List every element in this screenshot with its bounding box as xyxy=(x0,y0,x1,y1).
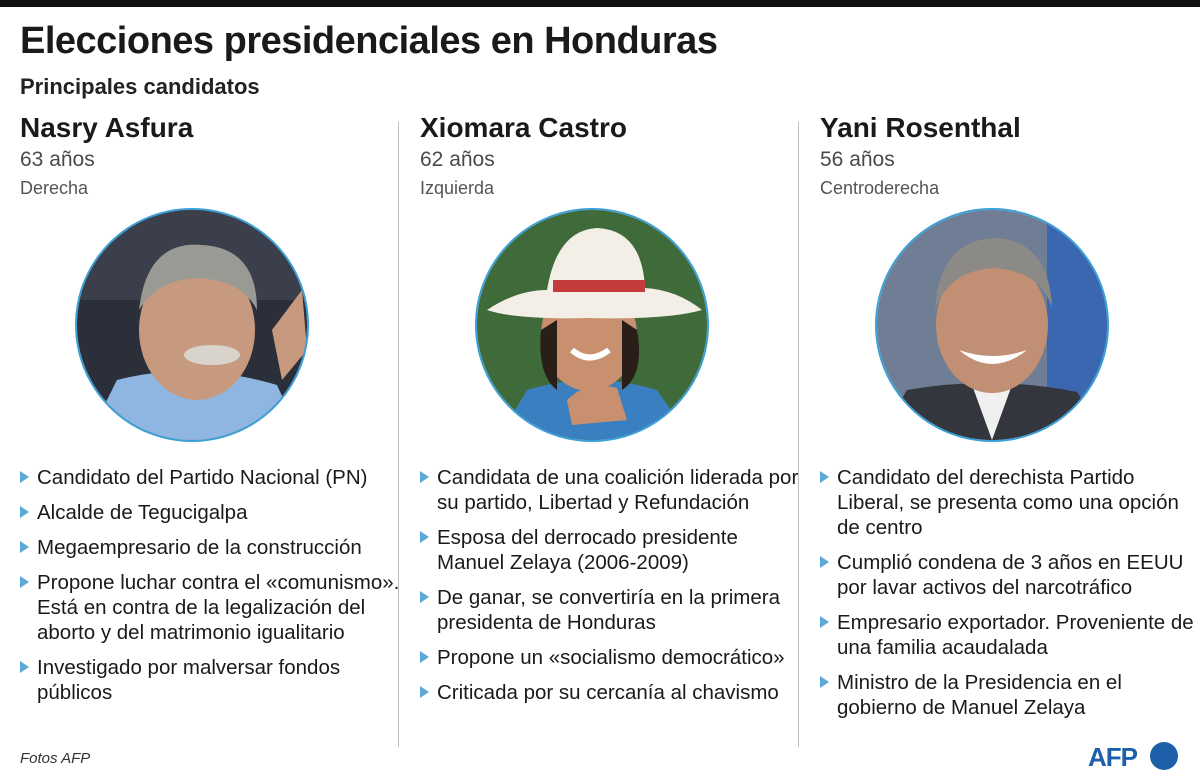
candidate-ideology: Izquierda xyxy=(420,178,495,198)
fact-text: Cumplió condena de 3 años en EEUU por lavar activos del narcotráfico xyxy=(837,551,1184,599)
candidate-portrait xyxy=(475,208,709,442)
list-item xyxy=(420,680,800,705)
fact-text: Propone luchar contra el «comunismo». Está en contra de la legalización del aborto y del matrimonio igualitario xyxy=(37,571,400,644)
candidate-card-castro xyxy=(420,110,800,750)
fact-text: Candidato del Partido Nacional (PN) xyxy=(37,466,368,489)
list-item xyxy=(20,535,400,560)
list-item xyxy=(20,500,400,525)
fact-text: Candidato del derechista Partido Liberal, se presenta como una opción de centro xyxy=(837,466,1179,539)
afp-logo-text: AFP xyxy=(1088,742,1137,772)
fact-text: Investigado por malversar fondos públicos xyxy=(37,656,341,704)
fact-text: Candidata de una coalición liderada por su partido, Libertad y Refundación xyxy=(437,466,799,514)
list-item xyxy=(20,655,400,705)
page-subtitle: Principales candidatos xyxy=(20,74,260,99)
bullet-triangle-icon xyxy=(20,576,29,588)
list-item xyxy=(820,670,1200,720)
bullet-triangle-icon xyxy=(820,616,829,628)
candidate-name: Xiomara Castro xyxy=(420,112,627,143)
top-rule xyxy=(0,0,1200,7)
list-item xyxy=(820,550,1200,600)
facts-list xyxy=(420,465,800,715)
bullet-triangle-icon xyxy=(820,556,829,568)
fact-text: Criticada por su cercanía al chavismo xyxy=(437,681,779,704)
afp-logo-dot-icon xyxy=(1150,742,1178,770)
candidate-ideology: Derecha xyxy=(20,178,89,198)
afp-logo xyxy=(1088,740,1180,772)
candidate-age: 63 años xyxy=(20,148,95,171)
list-item xyxy=(420,525,800,575)
fact-text: De ganar, se convertiría en la primera presidenta de Honduras xyxy=(437,586,780,634)
fact-text: Empresario exportador. Proveniente de una familia acaudalada xyxy=(837,611,1194,659)
facts-list xyxy=(820,465,1200,730)
candidate-age: 56 años xyxy=(820,148,895,171)
candidate-card-rosenthal xyxy=(820,110,1200,750)
bullet-triangle-icon xyxy=(420,651,429,663)
candidate-card-asfura xyxy=(20,110,400,750)
candidate-name: Nasry Asfura xyxy=(20,112,194,143)
bullet-triangle-icon xyxy=(820,471,829,483)
candidate-ideology: Centroderecha xyxy=(820,178,940,198)
page-title: Elecciones presidenciales en Honduras xyxy=(20,20,718,62)
facts-list xyxy=(20,465,400,715)
bullet-triangle-icon xyxy=(420,591,429,603)
bullet-triangle-icon xyxy=(420,686,429,698)
candidate-portrait xyxy=(75,208,309,442)
bullet-triangle-icon xyxy=(20,541,29,553)
fact-text: Propone un «socialismo democrático» xyxy=(437,646,785,669)
bullet-triangle-icon xyxy=(420,471,429,483)
fact-text: Ministro de la Presidencia en el gobierno de Manuel Zelaya xyxy=(837,671,1122,719)
bullet-triangle-icon xyxy=(420,531,429,543)
fact-text: Alcalde de Tegucigalpa xyxy=(37,501,248,524)
list-item xyxy=(820,465,1200,540)
list-item xyxy=(820,610,1200,660)
list-item xyxy=(420,645,800,670)
candidate-name: Yani Rosenthal xyxy=(820,112,1021,143)
portrait-illustration xyxy=(77,210,307,440)
bullet-triangle-icon xyxy=(20,471,29,483)
list-item xyxy=(420,465,800,515)
portrait-illustration xyxy=(477,210,707,440)
candidate-age: 62 años xyxy=(420,148,495,171)
fact-text: Megaempresario de la construcción xyxy=(37,536,362,559)
list-item xyxy=(20,465,400,490)
fact-text: Esposa del derrocado presidente Manuel Zelaya (2006-2009) xyxy=(437,526,738,574)
portrait-illustration xyxy=(877,210,1107,440)
candidate-portrait xyxy=(875,208,1109,442)
photo-credit: Fotos AFP xyxy=(20,750,91,767)
list-item xyxy=(420,585,800,635)
bullet-triangle-icon xyxy=(20,506,29,518)
bullet-triangle-icon xyxy=(820,676,829,688)
bullet-triangle-icon xyxy=(20,661,29,673)
list-item xyxy=(20,570,400,645)
